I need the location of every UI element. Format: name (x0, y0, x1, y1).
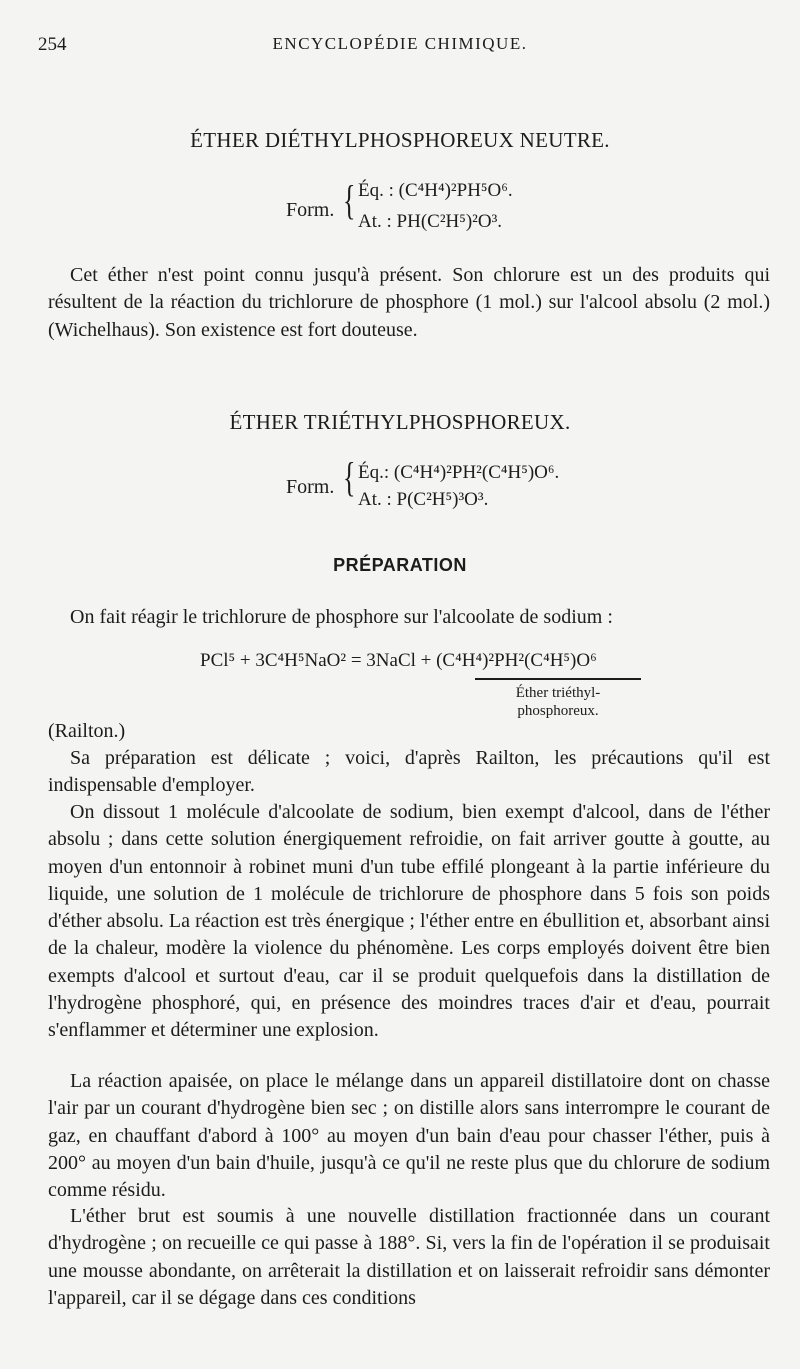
equation-product-label: Éther triéthyl-phosphoreux. (515, 685, 601, 719)
formula-atomic-1: At. : PH(C²H⁵)²O³. (358, 211, 503, 232)
running-header: ENCYCLOPÉDIE CHIMIQUE. (272, 34, 528, 53)
section-title-diethyl: ÉTHER DIÉTHYLPHOSPHOREUX NEUTRE. (190, 128, 610, 152)
equation-underbrace (475, 678, 641, 680)
formula-brace-1: { (343, 177, 356, 224)
paragraph-distillation: La réaction apaisée, on place le mélange dans un appareil distillatoire dont on chasse l'air par un courant d'hydrogène bien sec ; on distille alors sans interrompre le courant de gaz, en chauffant d'abord à 100° au moyen d'un bain d'eau pour chasser l'éther, puis à 200° au moyen d'un bain d'huile, jusqu'à ce qu'il ne reste plus que du chlorure de sodium comme résidu. (48, 1070, 770, 1202)
paragraph-diethyl: Cet éther n'est point connu jusqu'à présent. Son chlorure est un des produits qui résultent de la réaction du trichlorure de phosphore (1 mol.) sur l'alcool absolu (2 mol.) (Wichelhaus). Son existence est fort douteuse. (48, 264, 770, 341)
formula-equivalent-2: Éq.: (C⁴H⁴)²PH²(C⁴H⁵)O⁶. (358, 462, 560, 483)
paragraph-procedure: On dissout 1 molécule d'alcoolate de sodium, bien exempt d'alcool, dans de l'éther absolu ; dans cette solution énergiquement refroidie, on fait arriver goutte à goutte, au moyen d'un entonnoir à robinet muni d'un tube effilé plongeant à la partie inférieure du liquide, une solution de 1 molécule de trichlorure de phosphore dans 5 fois son poids d'éther absolu. La réaction est très énergique ; l'éther entre en ébullition et, absorbant ainsi de la chaleur, modère la violence du phénomène. Les corps employés doivent être bien exempts d'alcool et surtout d'eau, car il se produit quelquefois dans la distillation de l'hydrogène phosphoré, qui, en présence des moindres traces d'air et d'eau, pourrait s'enflammer et déterminer une explosion. (48, 801, 770, 1042)
reaction-equation: PCl⁵ + 3C⁴H⁵NaO² = 3NaCl + (C⁴H⁴)²PH²(C⁴H⁵)O⁶ (200, 650, 597, 671)
formula-brace-2: { (343, 454, 356, 501)
formula-label-2: Form. (286, 476, 335, 498)
paragraph-precautions: Sa préparation est délicate ; voici, d'après Railton, les précautions qu'il est indispensable d'employer. (48, 747, 770, 797)
citation-railton: (Railton.) (48, 720, 126, 742)
paragraph-intro: On fait réagir le trichlorure de phosphore sur l'alcoolate de sodium : (70, 606, 613, 628)
formula-label-1: Form. (286, 199, 335, 221)
subheading-preparation: PRÉPARATION (333, 555, 467, 575)
page-number: 254 (38, 34, 67, 55)
formula-atomic-2: At. : P(C²H⁵)³O³. (358, 489, 489, 510)
section-title-triethyl: ÉTHER TRIÉTHYLPHOSPHOREUX. (229, 410, 571, 434)
paragraph-fractionation: L'éther brut est soumis à une nouvelle distillation fractionnée dans un courant d'hydrogène ; on recueille ce qui passe à 188°. Si, vers la fin de l'opération il se produisait une mousse abondante, on arrêterait la distillation et on laisserait refroidir sans démonter l'appareil, car il se dégage dans ces conditions (48, 1205, 770, 1309)
formula-equivalent-1: Éq. : (C⁴H⁴)²PH⁵O⁶. (358, 180, 513, 201)
